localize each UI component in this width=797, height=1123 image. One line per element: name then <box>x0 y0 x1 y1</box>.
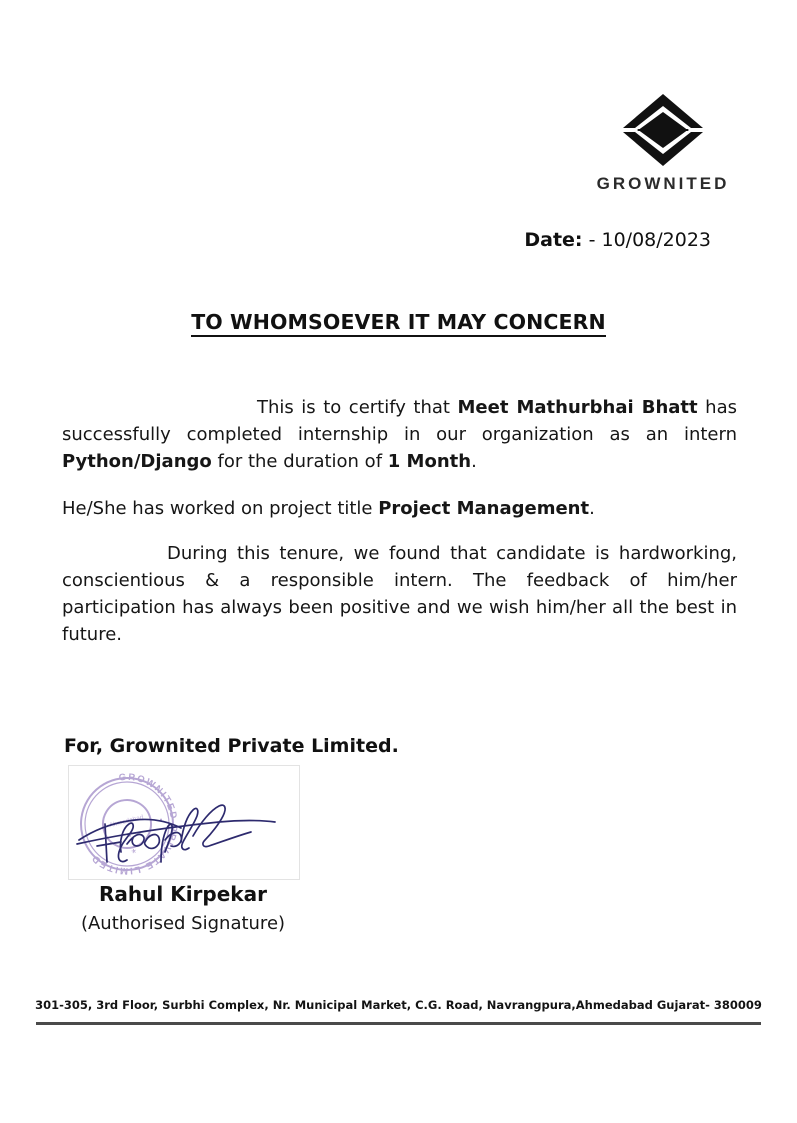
footer-divider <box>36 1022 761 1025</box>
signature-for-line: For, Grownited Private Limited. <box>64 735 399 757</box>
certify-paragraph <box>62 394 737 475</box>
project-paragraph <box>62 495 737 522</box>
grownited-diamond-logo-icon <box>619 92 707 168</box>
svg-text:GROWNITED PRIVATE LIMITED: GROWNITED PRIVATE LIMITED <box>89 771 180 877</box>
date-line <box>524 229 711 251</box>
certificate-body <box>62 394 737 648</box>
intern-name: Meet Mathurbhai Bhatt <box>457 397 698 418</box>
date-value: - 10/08/2023 <box>588 229 711 251</box>
certify-text-2: has successfully completed internship in our organization as an intern <box>62 397 737 445</box>
certify-text-4: . <box>471 451 477 472</box>
technology-name: Python/Django <box>62 451 212 472</box>
certify-text-1: This is to certify that <box>257 397 458 418</box>
page-title <box>0 310 797 334</box>
certify-text-3: for the duration of <box>211 451 388 472</box>
svg-text:*: * <box>130 845 139 861</box>
page-title-text: TO WHOMSOEVER IT MAY CONCERN <box>191 310 606 337</box>
project-text-2: . <box>589 498 595 519</box>
svg-text:Ahmedabad: Ahmedabad <box>108 813 145 830</box>
duration-value: 1 Month <box>387 451 472 472</box>
project-text-1: He/She has worked on project title <box>62 498 379 519</box>
authorised-signatory-role: (Authorised Signature) <box>80 913 286 934</box>
company-logo <box>573 92 753 194</box>
signature-stamp-image <box>68 765 300 880</box>
authorised-signatory-name: Rahul Kirpekar <box>99 882 267 906</box>
date-label: Date: <box>524 229 583 251</box>
project-title: Project Management <box>378 498 590 519</box>
logo-wordmark: GROWNITED <box>596 174 730 193</box>
company-round-stamp-icon <box>69 766 299 879</box>
footer-address: 301-305, 3rd Floor, Surbhi Complex, Nr. Municipal Market, C.G. Road, Navrangpura,Ahmedabad Gujarat- 380009 <box>35 998 762 1012</box>
tenure-paragraph: During this tenure, we found that candidate is hardworking, conscientious & a responsible intern. The feedback of him/her participation has always been positive and we wish him/her all the best in future. <box>62 543 737 645</box>
